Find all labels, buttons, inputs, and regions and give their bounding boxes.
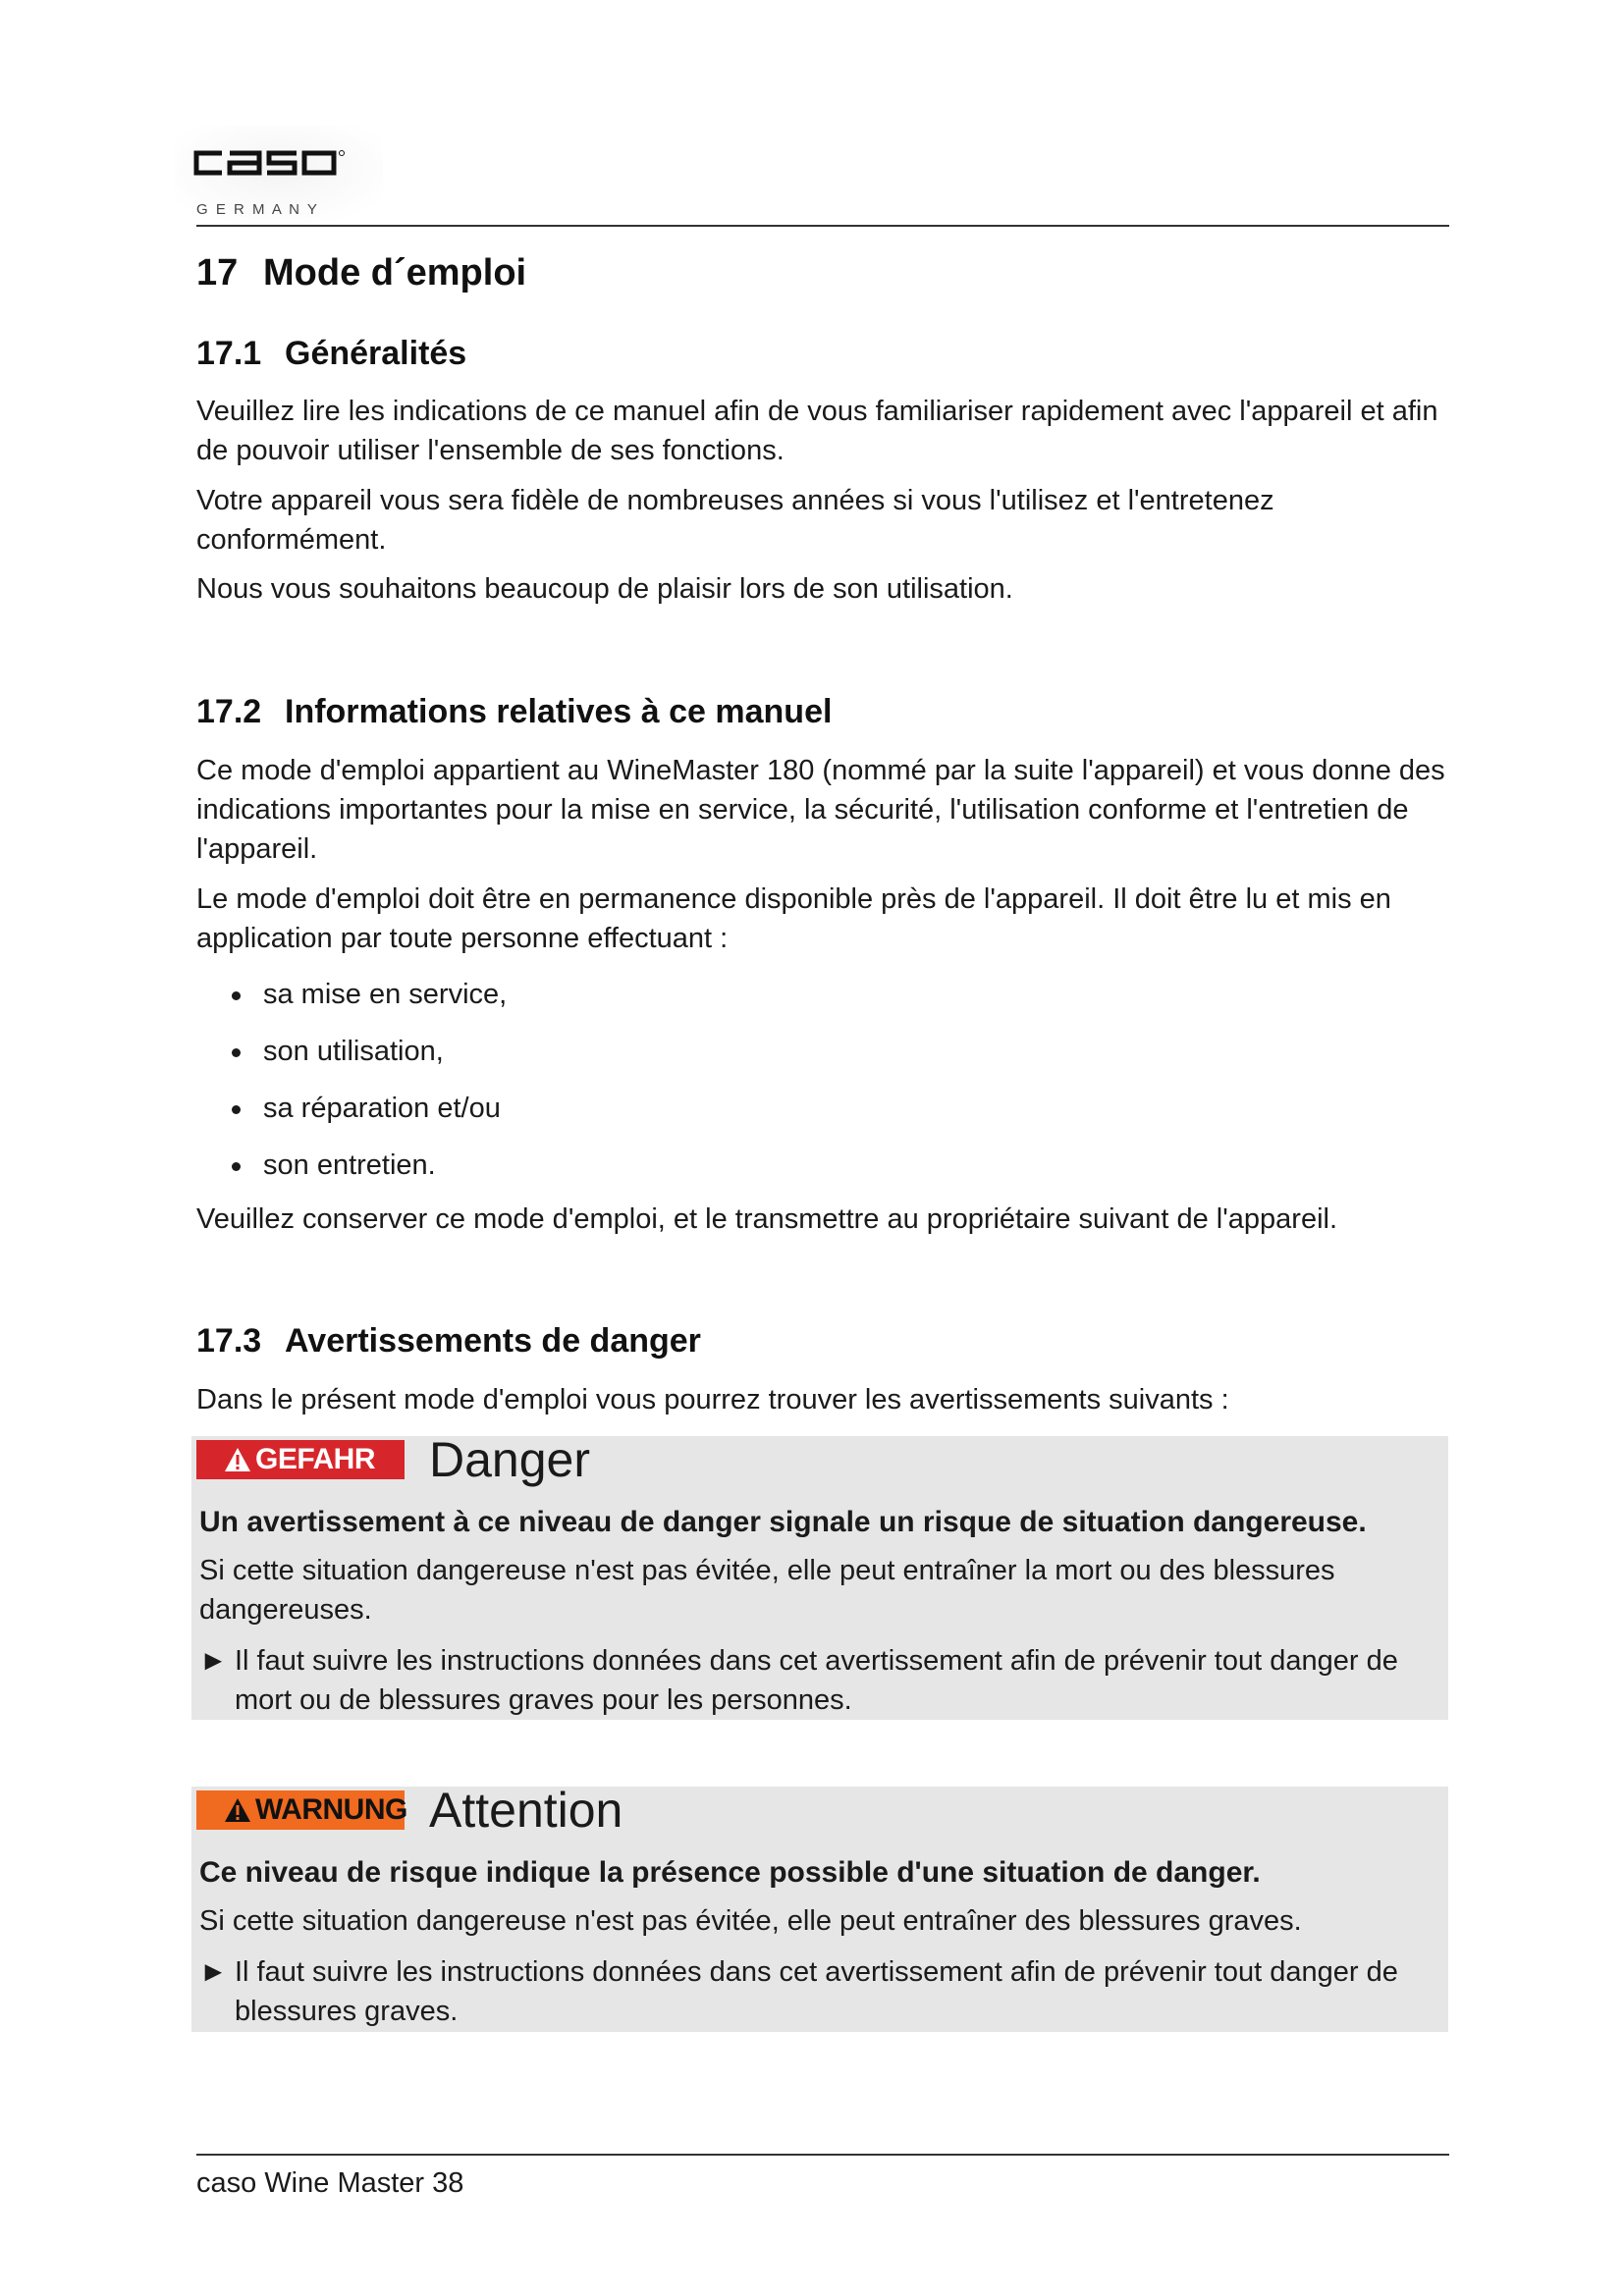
informations-paragraph-3: Veuillez conserver ce mode d'emploi, et le transmettre au propriétaire suivant de l'appareil. (196, 1203, 1338, 1235)
danger-text: Si cette situation dangereuse n'est pas évitée, elle peut entraîner la mort ou des blessures dangereuses. (199, 1555, 1335, 1626)
page-footer: caso Wine Master 38 (196, 2167, 464, 2199)
list-item-text: son utilisation, (263, 1036, 444, 1067)
informations-paragraph-2: Le mode d'emploi doit être en permanence disponible près de l'appareil. Il doit être lu et mis en application par toute personne effectuant : (196, 883, 1391, 954)
attention-action (199, 1952, 1440, 2031)
attention-action-text: Il faut suivre les instructions données dans cet avertissement afin de prévenir tout danger de blessures graves. (235, 1956, 1398, 2027)
informations-paragraph-1: Ce mode d'emploi appartient au WineMaster 180 (nommé par la suite l'appareil) et vous donne des indications importantes pour la mise en service, la sécurité, l'utilisation conforme et l'entretien de l'appareil. (196, 755, 1445, 865)
section-heading-informations (196, 693, 832, 731)
danger-warning-box (191, 1432, 1448, 1720)
danger-action (199, 1641, 1440, 1720)
generalites-paragraph-1: Veuillez lire les indications de ce manuel afin de vous familiariser rapidement avec l'appareil et afin de pouvoir utiliser l'ensemble de ses fonctions. (196, 396, 1438, 466)
arrow-right-icon: ► (199, 1956, 228, 1988)
avertissements-intro: Dans le présent mode d'emploi vous pourrez trouver les avertissements suivants : (196, 1384, 1229, 1415)
attention-warning-box (191, 1783, 1448, 2032)
logo-subtitle: G E R M A N Y (196, 201, 319, 218)
bullet-dot (232, 1048, 241, 1057)
danger-action-text: Il faut suivre les instructions données dans cet avertissement afin de prévenir tout danger de mort ou de blessures graves pour les personnes. (235, 1645, 1398, 1716)
warning-triangle-icon (224, 1447, 251, 1472)
list-item (196, 975, 1375, 1032)
section-title: Généralités (285, 335, 467, 372)
section-title: Avertissements de danger (285, 1322, 701, 1360)
danger-header (191, 1432, 1448, 1495)
gefahr-badge (196, 1440, 405, 1479)
bullet-dot (232, 991, 241, 1000)
list-item (196, 1146, 1375, 1202)
list-item-text: son entretien. (263, 1149, 436, 1181)
section-title: Informations relatives à ce manuel (285, 693, 833, 730)
list-item (196, 1032, 1375, 1089)
arrow-right-icon: ► (199, 1645, 228, 1677)
section-heading-generalites (196, 335, 466, 373)
section-number: 17.1 (196, 335, 262, 372)
attention-body (191, 1853, 1448, 2031)
warning-triangle-icon (224, 1797, 251, 1823)
section-heading-avertissements (196, 1322, 701, 1361)
generalites-paragraph-2: Votre appareil vous sera fidèle de nombreuses années si vous l'utilisez et l'entretenez conformément. (196, 485, 1274, 556)
warnung-badge (196, 1790, 405, 1830)
gefahr-badge-label: GEFAHR (255, 1443, 376, 1475)
bullet-dot (232, 1105, 241, 1114)
danger-statement: Un avertissement à ce niveau de danger signale un risque de situation dangereuse. (199, 1506, 1367, 1538)
chapter-number: 17 (196, 252, 239, 294)
danger-body (191, 1503, 1448, 1720)
header-divider (196, 225, 1449, 227)
section-number: 17.2 (196, 693, 262, 730)
chapter-title-text: Mode d´emploi (263, 252, 527, 294)
footer-divider (196, 2154, 1449, 2156)
attention-title: Attention (429, 1783, 623, 1838)
list-item-text: sa mise en service, (263, 979, 508, 1010)
list-item (196, 1089, 1375, 1146)
generalites-paragraph-3: Nous vous souhaitons beaucoup de plaisir lors de son utilisation. (196, 573, 1013, 605)
list-item-text: sa réparation et/ou (263, 1093, 501, 1124)
chapter-title (196, 252, 526, 294)
caso-logo-graphic (175, 126, 383, 224)
caso-logo (175, 126, 383, 224)
operations-list (196, 975, 1375, 1202)
section-number: 17.3 (196, 1322, 262, 1360)
attention-text: Si cette situation dangereuse n'est pas évitée, elle peut entraîner des blessures graves. (199, 1905, 1302, 1937)
attention-header (191, 1783, 1448, 1845)
bullet-dot (232, 1162, 241, 1171)
danger-title: Danger (429, 1432, 590, 1487)
warnung-badge-label: WARNUNG (255, 1793, 407, 1826)
attention-statement: Ce niveau de risque indique la présence possible d'une situation de danger. (199, 1856, 1261, 1889)
